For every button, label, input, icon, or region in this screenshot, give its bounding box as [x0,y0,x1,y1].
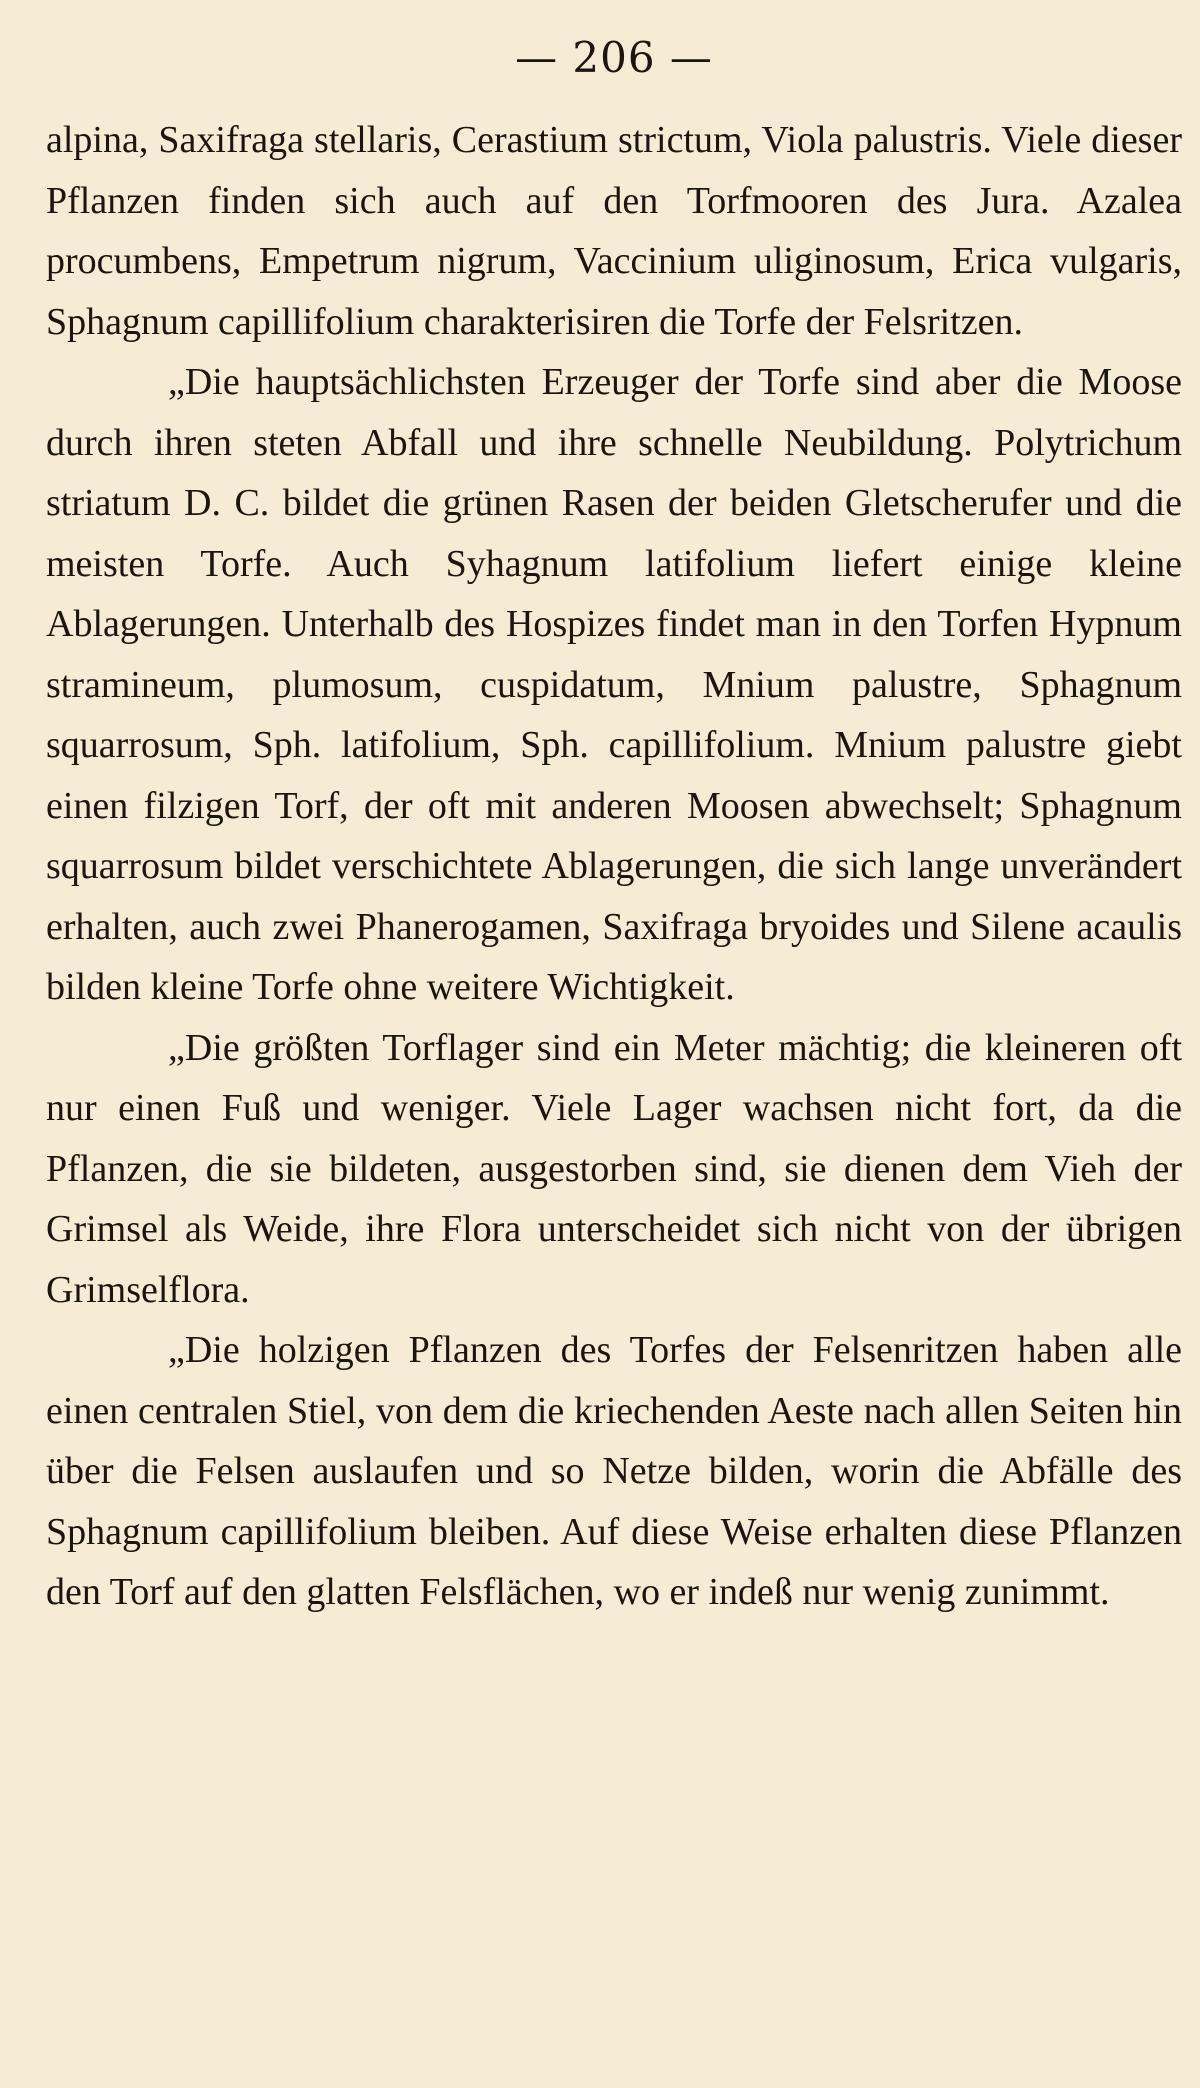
paragraph-4: „Die holzigen Pflanzen des Torfes der Felsenritzen haben alle einen centralen Stiel, von dem die kriechenden Aeste nach allen Seiten hin über die Felsen auslaufen und so Netze bilden, worin die Abfälle des Sphagnum capillifolium bleiben. Auf diese Weise erhalten diese Pflanzen den Torf auf den glatten Felsflächen, wo er indeß nur wenig zunimmt. [46,1329,1182,1613]
paragraph-3: „Die größten Torflager sind ein Meter mächtig; die kleineren oft nur einen Fuß und weniger. Viele Lager wachsen nicht fort, da die Pflanzen, die sie bildeten, ausgestorben sind, sie dienen dem Vieh der Grimsel als Weide, ihre Flora unterscheidet sich nicht von der übrigen Grimselflora. [46,1026,1182,1311]
paragraph-2: „Die hauptsächlichsten Erzeuger der Torfe sind aber die Moose durch ihren steten Abfall und ihre schnelle Neubildung. Polytrichum striatum D. C. bildet die grünen Rasen der beiden Gletscherufer und die meisten Torfe. Auch Syhagnum latifolium liefert einige kleine Ablagerungen. Unterhalb des Hospizes findet man in den Torfen Hypnum stramineum, plumosum, cuspidatum, Mnium palustre, Sphagnum squarrosum, Sph. latifolium, Sph. capillifolium. Mnium palustre giebt einen filzigen Torf, der oft mit anderen Moosen abwechselt; Sphagnum squarrosum bildet verschichtete Ablagerungen, die sich lange unverändert erhalten, auch zwei Phanerogamen, Saxifraga bryoides und Silene acaulis bilden kleine Torfe ohne weitere Wichtigkeit. [46,361,1182,1008]
paragraph-1: alpina, Saxifraga stellaris, Cerastium strictum, Viola palustris. Viele dieser Pflanzen finden sich auch auf den Torfmooren des Jura. Azalea procumbens, Empetrum nigrum, Vaccinium uliginosum, Erica vulgaris, Sphagnum capillifolium charakterisiren die Torfe der Felsritzen. [46,119,1182,343]
page-number: — 206 — [515,33,713,82]
